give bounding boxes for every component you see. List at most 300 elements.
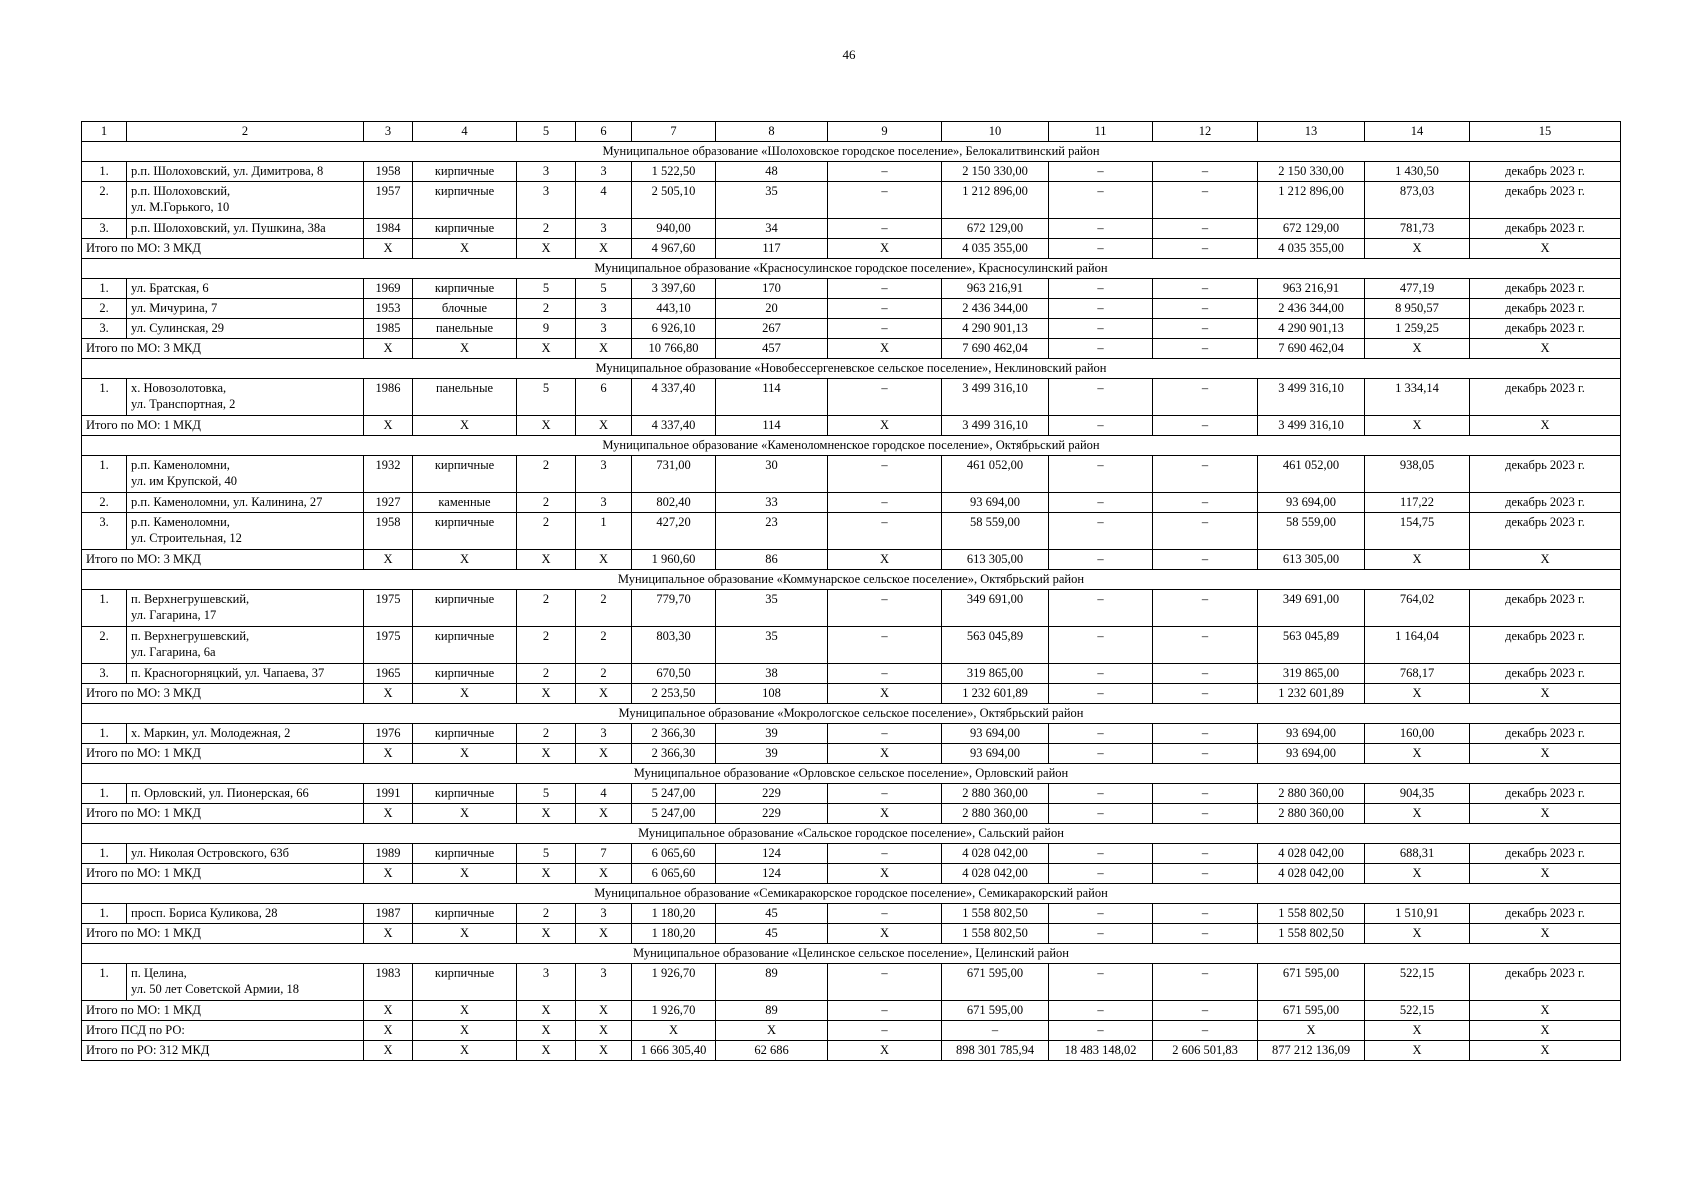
table-cell: декабрь 2023 г. — [1470, 724, 1621, 744]
table-cell: – — [1153, 844, 1258, 864]
table-cell: кирпичные — [413, 182, 517, 219]
table-row — [82, 590, 1621, 627]
table-cell: – — [1153, 299, 1258, 319]
total-cell: 613 305,00 — [1258, 550, 1365, 570]
section-header-row — [82, 359, 1621, 379]
table-cell: декабрь 2023 г. — [1470, 279, 1621, 299]
table-cell: 1 558 802,50 — [1258, 904, 1365, 924]
table-cell: 1991 — [364, 784, 413, 804]
total-cell: 7 690 462,04 — [942, 339, 1049, 359]
table-row — [82, 664, 1621, 684]
table-cell: кирпичные — [413, 279, 517, 299]
total-cell: 4 035 355,00 — [1258, 239, 1365, 259]
table-cell: 6 — [576, 379, 632, 416]
table-cell: 6 926,10 — [632, 319, 716, 339]
table-row — [82, 513, 1621, 550]
total-cell: X — [413, 684, 517, 704]
table-cell: 5 — [576, 279, 632, 299]
table-cell: 1. — [82, 844, 127, 864]
table-cell: – — [1153, 182, 1258, 219]
table-cell: декабрь 2023 г. — [1470, 182, 1621, 219]
table-cell: 23 — [716, 513, 828, 550]
table-cell: 160,00 — [1365, 724, 1470, 744]
column-number: 15 — [1470, 122, 1621, 142]
table-cell: 93 694,00 — [942, 493, 1049, 513]
total-cell: X — [364, 864, 413, 884]
table-cell: декабрь 2023 г. — [1470, 590, 1621, 627]
total-cell: – — [1049, 339, 1153, 359]
section-title: Муниципальное образование «Шолоховское городское поселение», Белокалитвинский район — [82, 142, 1621, 162]
table-row — [82, 162, 1621, 182]
total-cell: 1 558 802,50 — [942, 924, 1049, 944]
table-cell: 1986 — [364, 379, 413, 416]
total-cell: 2 880 360,00 — [1258, 804, 1365, 824]
total-cell: – — [1049, 684, 1153, 704]
total-cell: X — [413, 1001, 517, 1021]
table-cell: 1987 — [364, 904, 413, 924]
table-cell: 1969 — [364, 279, 413, 299]
table-cell: панельные — [413, 379, 517, 416]
table-cell: 39 — [716, 724, 828, 744]
total-cell: X — [632, 1021, 716, 1041]
table-row — [82, 627, 1621, 664]
table-cell: 154,75 — [1365, 513, 1470, 550]
total-cell: X — [576, 416, 632, 436]
table-row — [82, 379, 1621, 416]
section-header-row — [82, 884, 1621, 904]
total-cell: – — [1153, 804, 1258, 824]
table-cell: 2 — [517, 219, 576, 239]
total-cell: 613 305,00 — [942, 550, 1049, 570]
table-row — [82, 299, 1621, 319]
address-cell: р.п. Каменоломни, ул. Строительная, 12 — [127, 513, 364, 550]
column-number: 2 — [127, 122, 364, 142]
total-cell: 1 960,60 — [632, 550, 716, 570]
section-total-row — [82, 1001, 1621, 1021]
total-label: Итого по МО: 1 МКД — [82, 864, 364, 884]
total-cell: X — [716, 1021, 828, 1041]
table-cell: 873,03 — [1365, 182, 1470, 219]
table-cell: – — [828, 964, 942, 1001]
total-cell: 62 686 — [716, 1041, 828, 1061]
total-cell: 4 967,60 — [632, 239, 716, 259]
total-cell: X — [413, 1041, 517, 1061]
table-cell: 1. — [82, 590, 127, 627]
total-cell: X — [413, 744, 517, 764]
table-cell: 731,00 — [632, 456, 716, 493]
total-cell: X — [1470, 1001, 1621, 1021]
table-cell: – — [1049, 904, 1153, 924]
table-cell: 938,05 — [1365, 456, 1470, 493]
table-cell: – — [828, 590, 942, 627]
total-cell: X — [364, 239, 413, 259]
total-cell: – — [1049, 744, 1153, 764]
table-cell: 803,30 — [632, 627, 716, 664]
total-cell: X — [517, 684, 576, 704]
table-cell: 3 397,60 — [632, 279, 716, 299]
total-label: Итого по МО: 3 МКД — [82, 684, 364, 704]
total-cell: 1 666 305,40 — [632, 1041, 716, 1061]
table-cell: 4 028 042,00 — [1258, 844, 1365, 864]
table-cell: 1983 — [364, 964, 413, 1001]
total-cell: – — [1049, 864, 1153, 884]
total-cell: – — [1153, 239, 1258, 259]
total-cell: 124 — [716, 864, 828, 884]
total-cell: 1 232 601,89 — [942, 684, 1049, 704]
section-title: Муниципальное образование «Красносулинское городское поселение», Красносулинский район — [82, 259, 1621, 279]
total-cell: X — [828, 744, 942, 764]
total-cell: – — [1153, 1021, 1258, 1041]
table-cell: – — [828, 379, 942, 416]
total-cell: 522,15 — [1365, 1001, 1470, 1021]
total-cell: X — [1470, 239, 1621, 259]
table-cell: 93 694,00 — [1258, 493, 1365, 513]
total-cell: 2 880 360,00 — [942, 804, 1049, 824]
total-cell: – — [1049, 1001, 1153, 1021]
total-cell: – — [1049, 804, 1153, 824]
total-cell: X — [576, 1041, 632, 1061]
table-cell: кирпичные — [413, 784, 517, 804]
table-cell: 319 865,00 — [942, 664, 1049, 684]
total-label: Итого по МО: 1 МКД — [82, 924, 364, 944]
table-cell: 1958 — [364, 513, 413, 550]
table-cell: 671 595,00 — [1258, 964, 1365, 1001]
table-cell: – — [828, 627, 942, 664]
column-number: 13 — [1258, 122, 1365, 142]
total-cell: X — [517, 1021, 576, 1041]
table-row — [82, 319, 1621, 339]
table-cell: 1985 — [364, 319, 413, 339]
table-cell: 117,22 — [1365, 493, 1470, 513]
table-cell: 2 — [517, 493, 576, 513]
total-cell: X — [1365, 1021, 1470, 1041]
table-cell: 6 065,60 — [632, 844, 716, 864]
total-cell: X — [517, 924, 576, 944]
table-cell: 2 — [517, 724, 576, 744]
table-cell: 4 — [576, 182, 632, 219]
total-cell: – — [828, 1001, 942, 1021]
table-cell: 4 337,40 — [632, 379, 716, 416]
total-cell: – — [828, 1021, 942, 1041]
total-cell: 457 — [716, 339, 828, 359]
table-cell: 461 052,00 — [1258, 456, 1365, 493]
table-cell: декабрь 2023 г. — [1470, 627, 1621, 664]
total-cell: X — [1470, 1041, 1621, 1061]
table-cell: 1984 — [364, 219, 413, 239]
total-cell: 671 595,00 — [942, 1001, 1049, 1021]
table-cell: – — [1153, 319, 1258, 339]
column-number: 7 — [632, 122, 716, 142]
total-cell: X — [364, 804, 413, 824]
grand-total-row — [82, 1041, 1621, 1061]
table-cell: 4 290 901,13 — [1258, 319, 1365, 339]
table-cell: 1 180,20 — [632, 904, 716, 924]
table-cell: – — [828, 162, 942, 182]
section-total-row — [82, 744, 1621, 764]
table-cell: 2 — [517, 513, 576, 550]
table-row — [82, 904, 1621, 924]
table-cell: 35 — [716, 590, 828, 627]
total-cell: X — [576, 924, 632, 944]
total-cell: X — [364, 416, 413, 436]
table-cell: 2 — [517, 904, 576, 924]
table-row — [82, 844, 1621, 864]
table-cell: – — [1153, 904, 1258, 924]
table-cell: декабрь 2023 г. — [1470, 904, 1621, 924]
address-cell: р.п. Шолоховский, ул. Димитрова, 8 — [127, 162, 364, 182]
total-cell: X — [828, 864, 942, 884]
table-cell: 349 691,00 — [1258, 590, 1365, 627]
total-cell: X — [413, 864, 517, 884]
table-cell: – — [828, 844, 942, 864]
table-cell: 3 — [576, 162, 632, 182]
table-cell: 2 880 360,00 — [1258, 784, 1365, 804]
table-cell: 904,35 — [1365, 784, 1470, 804]
table-cell: 563 045,89 — [942, 627, 1049, 664]
table-cell: 2. — [82, 182, 127, 219]
table-cell: 963 216,91 — [942, 279, 1049, 299]
total-cell: – — [1049, 416, 1153, 436]
table-cell: 3. — [82, 219, 127, 239]
total-label: Итого по РО: 312 МКД — [82, 1041, 364, 1061]
total-cell: 6 065,60 — [632, 864, 716, 884]
table-cell: кирпичные — [413, 964, 517, 1001]
table-cell: – — [1049, 784, 1153, 804]
table-cell: – — [1153, 724, 1258, 744]
total-cell: 117 — [716, 239, 828, 259]
table-cell: 1 926,70 — [632, 964, 716, 1001]
table-cell: – — [1049, 279, 1153, 299]
table-cell: 2 — [517, 456, 576, 493]
table-cell: – — [828, 182, 942, 219]
total-cell: – — [1049, 239, 1153, 259]
total-cell: X — [413, 239, 517, 259]
column-number: 9 — [828, 122, 942, 142]
table-cell: 5 — [517, 379, 576, 416]
total-cell: 93 694,00 — [942, 744, 1049, 764]
table-cell: 93 694,00 — [1258, 724, 1365, 744]
table-cell: 5 — [517, 784, 576, 804]
address-cell: р.п. Каменоломни, ул. им Крупской, 40 — [127, 456, 364, 493]
table-cell: 1. — [82, 162, 127, 182]
table-cell: декабрь 2023 г. — [1470, 219, 1621, 239]
table-cell: 1 212 896,00 — [942, 182, 1049, 219]
total-cell: X — [364, 1001, 413, 1021]
table-cell: 114 — [716, 379, 828, 416]
table-cell: кирпичные — [413, 724, 517, 744]
total-cell: X — [1365, 684, 1470, 704]
total-cell: X — [1365, 1041, 1470, 1061]
total-cell: 108 — [716, 684, 828, 704]
address-cell: п. Красногорняцкий, ул. Чапаева, 37 — [127, 664, 364, 684]
table-cell: 3 — [517, 964, 576, 1001]
table-cell: – — [1153, 279, 1258, 299]
table-cell: декабрь 2023 г. — [1470, 493, 1621, 513]
table-cell: – — [1153, 493, 1258, 513]
table-cell: – — [828, 299, 942, 319]
section-title: Муниципальное образование «Каменоломненское городское поселение», Октябрьский район — [82, 436, 1621, 456]
total-cell: X — [576, 1021, 632, 1041]
section-header-row — [82, 570, 1621, 590]
table-cell: 8 950,57 — [1365, 299, 1470, 319]
table-cell: 781,73 — [1365, 219, 1470, 239]
address-cell: р.п. Шолоховский, ул. М.Горького, 10 — [127, 182, 364, 219]
table-cell: 35 — [716, 627, 828, 664]
total-cell: X — [364, 550, 413, 570]
table-cell: 779,70 — [632, 590, 716, 627]
total-cell: – — [1153, 924, 1258, 944]
total-cell: X — [517, 864, 576, 884]
section-total-row — [82, 684, 1621, 704]
table-cell: кирпичные — [413, 627, 517, 664]
total-cell: 1 558 802,50 — [1258, 924, 1365, 944]
table-cell: 477,19 — [1365, 279, 1470, 299]
table-cell: 3 — [576, 456, 632, 493]
total-cell: – — [1049, 924, 1153, 944]
table-cell: 3 — [576, 964, 632, 1001]
table-cell: 319 865,00 — [1258, 664, 1365, 684]
table-cell: 764,02 — [1365, 590, 1470, 627]
table-cell: кирпичные — [413, 162, 517, 182]
table-cell: – — [1049, 844, 1153, 864]
table-cell: кирпичные — [413, 844, 517, 864]
table-cell: – — [828, 319, 942, 339]
table-cell: – — [828, 513, 942, 550]
table-cell: – — [1049, 964, 1153, 1001]
total-cell: 671 595,00 — [1258, 1001, 1365, 1021]
table-cell: 522,15 — [1365, 964, 1470, 1001]
total-cell: – — [1153, 744, 1258, 764]
table-row — [82, 279, 1621, 299]
total-cell: 3 499 316,10 — [1258, 416, 1365, 436]
table-cell: – — [1153, 456, 1258, 493]
column-number: 5 — [517, 122, 576, 142]
housing-register-table — [81, 121, 1621, 1061]
table-cell: – — [1153, 964, 1258, 1001]
total-cell: X — [364, 684, 413, 704]
table-cell: – — [1153, 784, 1258, 804]
table-cell: блочные — [413, 299, 517, 319]
table-cell: 2 150 330,00 — [942, 162, 1049, 182]
table-cell: 33 — [716, 493, 828, 513]
table-cell: – — [1153, 590, 1258, 627]
total-cell: X — [364, 1021, 413, 1041]
column-number: 6 — [576, 122, 632, 142]
table-cell: 1. — [82, 379, 127, 416]
table-cell: 1. — [82, 904, 127, 924]
table-cell: 1 430,50 — [1365, 162, 1470, 182]
column-number: 14 — [1365, 122, 1470, 142]
table-cell: – — [1049, 182, 1153, 219]
total-cell: X — [1470, 1021, 1621, 1041]
table-cell: кирпичные — [413, 219, 517, 239]
table-cell: 443,10 — [632, 299, 716, 319]
total-cell: X — [828, 924, 942, 944]
column-number-row — [82, 122, 1621, 142]
address-cell: х. Новозолотовка, ул. Транспортная, 2 — [127, 379, 364, 416]
table-cell: 1. — [82, 964, 127, 1001]
section-title: Муниципальное образование «Новобессергеневское сельское поселение», Неклиновский район — [82, 359, 1621, 379]
total-cell: X — [828, 1041, 942, 1061]
table-row — [82, 493, 1621, 513]
table-cell: 768,17 — [1365, 664, 1470, 684]
section-title: Муниципальное образование «Семикаракорское городское поселение», Семикаракорский район — [82, 884, 1621, 904]
total-cell: X — [1365, 924, 1470, 944]
address-cell: х. Маркин, ул. Молодежная, 2 — [127, 724, 364, 744]
total-cell: X — [413, 804, 517, 824]
total-cell: X — [576, 684, 632, 704]
total-cell: 2 366,30 — [632, 744, 716, 764]
table-cell: 229 — [716, 784, 828, 804]
column-number: 12 — [1153, 122, 1258, 142]
table-cell: 2 — [517, 627, 576, 664]
table-cell: 2 — [517, 590, 576, 627]
table-cell: 940,00 — [632, 219, 716, 239]
table-cell: 35 — [716, 182, 828, 219]
table-cell: 1. — [82, 724, 127, 744]
total-cell: X — [364, 744, 413, 764]
table-cell: 1975 — [364, 627, 413, 664]
table-cell: 963 216,91 — [1258, 279, 1365, 299]
table-cell: 2. — [82, 299, 127, 319]
table-cell: 9 — [517, 319, 576, 339]
total-cell: – — [1153, 339, 1258, 359]
table-cell: 89 — [716, 964, 828, 1001]
total-cell: 45 — [716, 924, 828, 944]
table-cell: 45 — [716, 904, 828, 924]
table-cell: – — [1049, 664, 1153, 684]
total-cell: 229 — [716, 804, 828, 824]
total-cell: 93 694,00 — [1258, 744, 1365, 764]
table-cell: панельные — [413, 319, 517, 339]
table-cell: декабрь 2023 г. — [1470, 844, 1621, 864]
address-cell: ул. Николая Островского, 63б — [127, 844, 364, 864]
total-cell: 2 253,50 — [632, 684, 716, 704]
total-cell: 4 028 042,00 — [1258, 864, 1365, 884]
address-cell: р.п. Каменоломни, ул. Калинина, 27 — [127, 493, 364, 513]
table-cell: декабрь 2023 г. — [1470, 162, 1621, 182]
table-cell: 802,40 — [632, 493, 716, 513]
total-cell: X — [576, 864, 632, 884]
total-cell: X — [364, 339, 413, 359]
table-cell: 5 247,00 — [632, 784, 716, 804]
table-cell: 3. — [82, 513, 127, 550]
table-cell: 1927 — [364, 493, 413, 513]
table-cell: 7 — [576, 844, 632, 864]
total-label: Итого по МО: 3 МКД — [82, 239, 364, 259]
table-cell: 267 — [716, 319, 828, 339]
section-header-row — [82, 259, 1621, 279]
table-cell: 3 — [576, 904, 632, 924]
grand-total-row — [82, 1021, 1621, 1041]
table-cell: – — [828, 784, 942, 804]
total-cell: 114 — [716, 416, 828, 436]
total-cell: X — [576, 339, 632, 359]
table-cell: кирпичные — [413, 456, 517, 493]
table-cell: декабрь 2023 г. — [1470, 513, 1621, 550]
table-cell: – — [1153, 513, 1258, 550]
table-cell: 2 — [517, 664, 576, 684]
table-cell: декабрь 2023 г. — [1470, 664, 1621, 684]
total-cell: X — [1470, 804, 1621, 824]
table-cell: декабрь 2023 г. — [1470, 964, 1621, 1001]
total-cell: – — [1049, 550, 1153, 570]
table-cell: 3 — [576, 299, 632, 319]
table-row — [82, 964, 1621, 1001]
table-cell: – — [1153, 162, 1258, 182]
total-cell: 1 926,70 — [632, 1001, 716, 1021]
total-cell: X — [1365, 239, 1470, 259]
